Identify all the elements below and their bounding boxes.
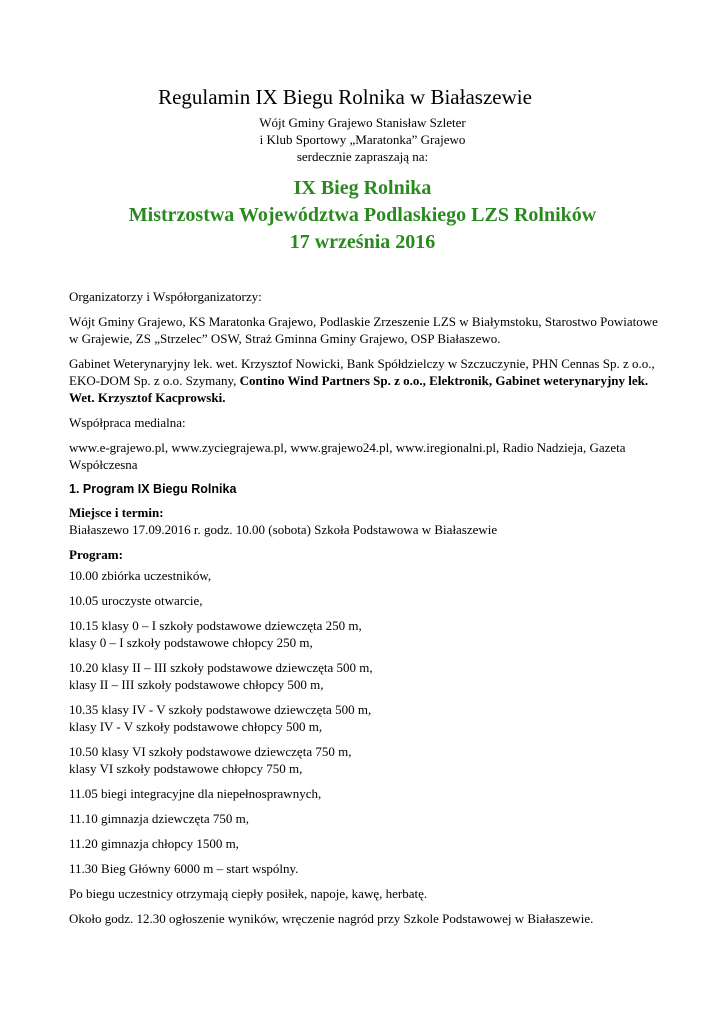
program-item-line: 11.05 biegi integracyjne dla niepełnosprawnych, [69, 786, 322, 801]
program-item-line: klasy II – III szkoły podstawowe chłopcy 500 m, [69, 677, 324, 692]
invitation-line: serdecznie zapraszają na: [296, 149, 429, 164]
results-note: Około godz. 12.30 ogłoszenie wyników, wręczenie nagród przy Szkole Podstawowej w Białaszewie. [69, 911, 594, 926]
document-body [69, 288, 659, 935]
place-and-date [69, 504, 659, 538]
program-item-line: 11.30 Bieg Główny 6000 m – start wspólny. [69, 861, 299, 876]
program-item-line: 10.50 klasy VI szkoły podstawowe dziewczęta 750 m, [69, 744, 352, 759]
invitation-line: i Klub Sportowy „Maratonka” Grajewo [259, 132, 466, 147]
organizers-heading: Organizatorzy i Współorganizatorzy: [69, 289, 262, 304]
program-item [69, 785, 659, 802]
organizers-list: Wójt Gminy Grajewo, KS Maratonka Grajewo, Podlaskie Zrzeszenie LZS w Białymstoku, Starostwo Powiatowe w Grajewie, ZS „Strzelec” OSW, Straż Gminna Gminy Grajewo, OSP Białaszewo. [69, 314, 658, 346]
program-item-line: 10.20 klasy II – III szkoły podstawowe dziewczęta 500 m, [69, 660, 373, 675]
program-item [69, 567, 659, 584]
document-title: Regulamin IX Biegu Rolnika w Białaszewie [158, 85, 532, 109]
event-championship: Mistrzostwa Województwa Podlaskiego LZS Rolników [128, 204, 597, 226]
program-item-line: klasy VI szkoły podstawowe chłopcy 750 m, [69, 761, 303, 776]
media-list: www.e-grajewo.pl, www.zyciegrajewa.pl, www.grajewo24.pl, www.iregionalni.pl, Radio Nadzieja, Gazeta Współczesna [69, 440, 626, 472]
program-item [69, 860, 659, 877]
program-item-line: 10.15 klasy 0 – I szkoły podstawowe dziewczęta 250 m, [69, 618, 362, 633]
program-list [69, 567, 659, 877]
media-heading: Współpraca medialna: [69, 415, 186, 430]
invitation-block [0, 114, 725, 165]
program-item [69, 592, 659, 609]
program-item-line: 10.05 uroczyste otwarcie, [69, 593, 203, 608]
event-heading [0, 175, 725, 256]
program-item [69, 743, 659, 777]
place-label: Miejsce i termin: [69, 505, 164, 520]
program-item-line: 10.35 klasy IV - V szkoły podstawowe dziewczęta 500 m, [69, 702, 372, 717]
event-date: 17 września 2016 [289, 231, 436, 253]
program-item [69, 659, 659, 693]
program-item-line: 11.10 gimnazja dziewczęta 750 m, [69, 811, 250, 826]
program-item-line: klasy 0 – I szkoły podstawowe chłopcy 250 m, [69, 635, 313, 650]
sponsors-plain: Gabinet Weterynaryjny lek. wet. Krzysztof Nowicki, Bank Spółdzielczy w Szczuczynie, PHN Cennas Sp. z o.o., EKO-DOM Sp. z o.o. Szymany, [69, 356, 655, 388]
program-item [69, 835, 659, 852]
program-label-text: Program: [69, 547, 123, 562]
program-item-line: 10.00 zbiórka uczestników, [69, 568, 212, 583]
program-item [69, 810, 659, 827]
program-item [69, 701, 659, 735]
place-text: Białaszewo 17.09.2016 r. godz. 10.00 (sobota) Szkoła Podstawowa w Białaszewie [69, 522, 498, 537]
event-name: IX Bieg Rolnika [293, 177, 432, 199]
invitation-line: Wójt Gminy Grajewo Stanisław Szleter [259, 115, 466, 130]
program-item-line: 11.20 gimnazja chłopcy 1500 m, [69, 836, 239, 851]
sponsors-bold: Contino Wind Partners Sp. z o.o., Elektronik, Gabinet weterynaryjny lek. Wet. Krzysztof Kacprowski. [69, 373, 649, 405]
after-run-note: Po biegu uczestnicy otrzymają ciepły posiłek, napoje, kawę, herbatę. [69, 886, 428, 901]
program-item-line: klasy IV - V szkoły podstawowe chłopcy 500 m, [69, 719, 323, 734]
sponsors-list [69, 355, 659, 406]
section-heading: 1. Program IX Biegu Rolnika [69, 482, 237, 496]
program-item [69, 617, 659, 651]
program-label [69, 546, 659, 563]
